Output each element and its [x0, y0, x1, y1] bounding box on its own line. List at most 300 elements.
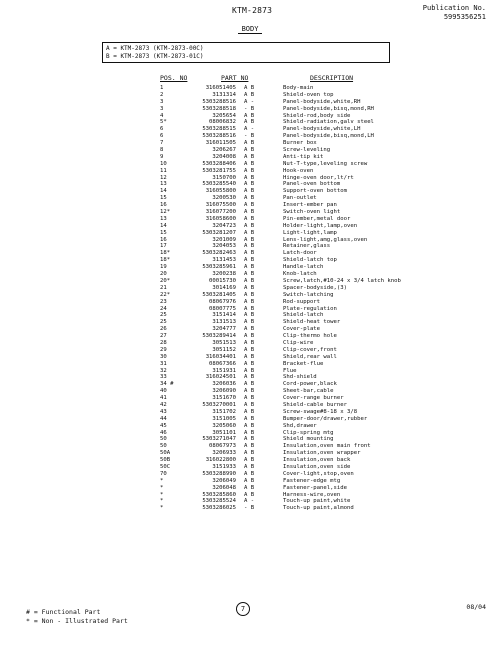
part-no-cell: 5303271047 [202, 436, 236, 443]
model-code-cell: - B [244, 105, 255, 112]
table-row [0, 237, 500, 244]
pos-no-cell: 6 [160, 126, 164, 133]
pos-no-cell: 4 [160, 112, 164, 119]
table-row [0, 299, 500, 306]
table-row [0, 175, 500, 182]
description-cell: Screw-leveling [283, 147, 331, 154]
model-code-cell: A B [244, 457, 255, 464]
model-code-cell: A B [244, 353, 255, 360]
model-code-cell: A B [244, 222, 255, 229]
model-code-cell: A B [244, 188, 255, 195]
part-no-cell: 5303285860 [202, 491, 236, 498]
model-code-cell: A B [244, 250, 255, 257]
part-no-cell: 5303289414 [202, 333, 236, 340]
part-no-cell: 5303288515 [202, 126, 236, 133]
note-functional-part: # = Functional Part [26, 608, 101, 616]
section-title-wrap [0, 25, 500, 34]
part-no-cell: 3204777 [212, 326, 236, 333]
table-row [0, 161, 500, 168]
part-no-cell: 3204723 [212, 222, 236, 229]
model-code-cell: - B [244, 133, 255, 140]
part-no-cell: 08006832 [209, 119, 236, 126]
part-no-cell: 5303288516 [202, 133, 236, 140]
description-cell: Latch-door [283, 250, 317, 257]
model-code-cell: - B [244, 505, 255, 512]
model-code-cell: A B [244, 167, 255, 174]
model-code-cell: A B [244, 195, 255, 202]
part-no-cell: 08067973 [209, 443, 236, 450]
model-code-cell: A B [244, 174, 255, 181]
description-cell: Shd-shield [283, 374, 317, 381]
part-no-cell: 5303282463 [202, 250, 236, 257]
model-code-cell: A B [244, 312, 255, 319]
table-row [0, 354, 500, 361]
description-cell: Insert-ember pan [283, 202, 337, 209]
part-no-cell: 316055800 [205, 188, 236, 195]
part-no-cell: 3051152 [212, 346, 236, 353]
description-cell: Panel-bodyside,bisq,mond,LH [283, 133, 374, 140]
description-cell: Light-light,lamp [283, 229, 337, 236]
pos-no-cell: 41 [160, 395, 167, 402]
part-no-cell: 5303288406 [202, 160, 236, 167]
model-code-cell: A B [244, 91, 255, 98]
model-code-cell: A B [244, 147, 255, 154]
description-cell: Panel-bodyside,bisq,mond,RH [283, 105, 374, 112]
model-code-cell: A B [244, 477, 255, 484]
pos-no-cell: 33 [160, 374, 167, 381]
table-row [0, 347, 500, 354]
pos-no-cell: 18* [160, 257, 171, 264]
pos-no-cell: 25 [160, 312, 167, 319]
pos-no-cell: 12* [160, 209, 171, 216]
table-row [0, 154, 500, 161]
part-no-cell: 3200238 [212, 271, 236, 278]
table-row [0, 195, 500, 202]
part-no-cell: 08067976 [209, 298, 236, 305]
table-row [0, 443, 500, 450]
parts-table [0, 85, 500, 512]
pos-no-cell: 15 [160, 229, 167, 236]
pos-no-cell: 42 [160, 401, 167, 408]
model-code-cell: A B [244, 367, 255, 374]
pos-no-cell: 45 [160, 422, 167, 429]
table-row [0, 133, 500, 140]
pos-no-cell: 14 [160, 222, 167, 229]
table-row [0, 457, 500, 464]
description-cell: Sheet-bar,cable [283, 388, 334, 395]
model-code-cell: A B [244, 119, 255, 126]
pos-no-cell: * [160, 505, 164, 512]
description-cell: Harness-wire,oven [283, 491, 341, 498]
description-cell: Shield,rear wall [283, 353, 337, 360]
part-no-cell: 3151414 [212, 312, 236, 319]
model-code-cell: A B [244, 326, 255, 333]
part-no-cell: 3206267 [212, 147, 236, 154]
pos-no-cell: 24 [160, 305, 167, 312]
legend-line: A = KTM-2873 (KTM-2873-00C) [106, 45, 204, 52]
description-cell: Hinge-oven door,lt/rt [283, 174, 354, 181]
pos-no-cell: * [160, 477, 164, 484]
table-row [0, 106, 500, 113]
table-row [0, 471, 500, 478]
pos-no-cell: * [160, 491, 164, 498]
model-code-cell: A B [244, 236, 255, 243]
description-cell: Fastener-edge mtg [283, 477, 341, 484]
description-cell: Body-main [283, 85, 314, 91]
pos-no-cell: 20* [160, 277, 171, 284]
table-row [0, 333, 500, 340]
table-row [0, 409, 500, 416]
description-cell: Shield-latch top [283, 257, 337, 264]
part-no-cell: 3205060 [212, 422, 236, 429]
model-code-cell: A B [244, 202, 255, 209]
model-code-cell: A B [244, 264, 255, 271]
pos-no-cell: 17 [160, 243, 167, 250]
pos-no-cell: 6 [160, 133, 164, 140]
part-no-cell: 5303288518 [202, 105, 236, 112]
description-cell: Screw,latch,#10-24 x 3/4 latch knob [283, 277, 401, 284]
description-cell: Touch-up paint,white [283, 498, 351, 505]
table-row [0, 450, 500, 457]
table-row [0, 147, 500, 154]
part-no-cell: 5303286025 [202, 505, 236, 512]
description-cell: Panel-oven bottom [283, 181, 341, 188]
model-code-cell: A B [244, 257, 255, 264]
table-row [0, 492, 500, 499]
part-no-cell: 5303281207 [202, 229, 236, 236]
description-cell: Support-oven bottom [283, 188, 347, 195]
publication-number: 5995356251 [443, 13, 486, 21]
model-code-cell: A B [244, 374, 255, 381]
table-row [0, 202, 500, 209]
table-row [0, 430, 500, 437]
description-cell: Retainer,glass [283, 243, 331, 250]
pos-no-cell: * [160, 484, 164, 491]
description-cell: Shd,drawer [283, 422, 317, 429]
pos-no-cell: * [160, 498, 164, 505]
model-code-cell: A B [244, 153, 255, 160]
part-no-cell: 5303281755 [202, 167, 236, 174]
model-code-cell: A B [244, 181, 255, 188]
pos-no-cell: 32 [160, 367, 167, 374]
part-no-cell: 08007775 [209, 305, 236, 312]
description-cell: Shield-cable burner [283, 401, 347, 408]
description-cell: Cover-plate [283, 326, 321, 333]
model-code-cell: A B [244, 298, 255, 305]
pos-no-cell: 28 [160, 339, 167, 346]
part-no-cell: 3206048 [212, 484, 236, 491]
page-number: 7 [236, 602, 250, 616]
part-no-cell: 3051101 [212, 429, 236, 436]
part-no-cell: 3206933 [212, 450, 236, 457]
description-cell: Switch-oven light [283, 209, 341, 216]
description-cell: Spacer-bodyside,(3) [283, 284, 347, 291]
model-code-cell: A B [244, 422, 255, 429]
model-code-cell: A B [244, 243, 255, 250]
description-cell: Flue [283, 367, 297, 374]
publication-block [423, 4, 486, 22]
model-code-cell: A B [244, 284, 255, 291]
part-no-cell: 316051405 [205, 85, 236, 91]
description-cell: Panel-bodyside,white,RH [283, 98, 361, 105]
pos-no-cell: 16 [160, 202, 167, 209]
pos-no-cell: 9 [160, 153, 164, 160]
description-cell: Shield-radiation,galv steel [283, 119, 374, 126]
table-row [0, 243, 500, 250]
model-code-cell: A B [244, 271, 255, 278]
description-cell: Rod-support [283, 298, 321, 305]
legend-line: B = KTM-2873 (KTM-2873-01C) [106, 53, 204, 60]
part-no-cell: 3131314 [212, 91, 236, 98]
part-no-cell: 5303285524 [202, 498, 236, 505]
model-code-cell: A B [244, 291, 255, 298]
model-code-cell: A - [244, 126, 255, 133]
model-legend [102, 42, 390, 63]
pos-no-cell: 34 # [160, 381, 174, 388]
part-no-cell: 3200530 [212, 195, 236, 202]
description-cell: Bumper-door/drawer,rubber [283, 415, 368, 422]
model-code-cell: A B [244, 443, 255, 450]
model-code-cell: A B [244, 360, 255, 367]
table-row [0, 368, 500, 375]
model-code-cell: A B [244, 305, 255, 312]
publication-label: Publication No. [422, 4, 486, 12]
part-no-cell: 3205654 [212, 112, 236, 119]
description-cell: Cover-light,stop,oven [283, 470, 354, 477]
pos-no-cell: 10 [160, 160, 167, 167]
header-part-no: PART NO [221, 74, 249, 82]
part-no-cell: 3206090 [212, 388, 236, 395]
part-no-cell: 5303285961 [202, 264, 236, 271]
table-row [0, 257, 500, 264]
pos-no-cell: 50B [160, 457, 171, 464]
table-row [0, 278, 500, 285]
pos-no-cell: 19 [160, 264, 167, 271]
footer-notes [26, 608, 128, 626]
pos-no-cell: 12 [160, 174, 167, 181]
pos-no-cell: 13 [160, 215, 167, 222]
note-non-illustrated-part: * = Non - Illustrated Part [26, 617, 128, 625]
table-row [0, 402, 500, 409]
table-row [0, 361, 500, 368]
part-no-cell: 3201009 [212, 236, 236, 243]
table-row [0, 188, 500, 195]
description-cell: Pin-ember,metal door [283, 215, 351, 222]
description-cell: Shield-latch [283, 312, 324, 319]
description-cell: Screw-swage#8-18 x 3/8 [283, 408, 358, 415]
pos-no-cell: 50 [160, 443, 167, 450]
table-row [0, 223, 500, 230]
pos-no-cell: 31 [160, 360, 167, 367]
table-row [0, 374, 500, 381]
description-cell: Touch-up paint,almond [283, 505, 354, 512]
part-no-cell: 5303270001 [202, 401, 236, 408]
model-code-cell: A B [244, 463, 255, 470]
table-row [0, 395, 500, 402]
pos-no-cell: 1 [160, 85, 164, 91]
part-no-cell: 3204053 [212, 243, 236, 250]
part-no-cell: 3151702 [212, 408, 236, 415]
part-no-cell: 08067366 [209, 360, 236, 367]
model-code-cell: A B [244, 381, 255, 388]
description-cell: Nut-T-type,leveling screw [283, 160, 368, 167]
part-no-cell: 316022800 [205, 457, 236, 464]
model-code-cell: A B [244, 484, 255, 491]
description-cell: Cord-power,black [283, 381, 337, 388]
description-cell: Bracket-flue [283, 360, 324, 367]
table-row [0, 168, 500, 175]
description-cell: Shield mounting [283, 436, 334, 443]
pos-no-cell: 50 [160, 436, 167, 443]
part-no-cell: 3150700 [212, 174, 236, 181]
pos-no-cell: 40 [160, 388, 167, 395]
pos-no-cell: 16 [160, 236, 167, 243]
table-row [0, 478, 500, 485]
description-cell: Clip-wire [283, 339, 314, 346]
part-no-cell: 3131453 [212, 257, 236, 264]
part-no-cell: 5303288990 [202, 470, 236, 477]
part-no-cell: 3151005 [212, 415, 236, 422]
table-row [0, 209, 500, 216]
model-code-cell: A B [244, 388, 255, 395]
table-row [0, 340, 500, 347]
model-code-cell: A B [244, 415, 255, 422]
pos-no-cell: 23 [160, 298, 167, 305]
model-code-cell: A B [244, 85, 255, 91]
table-row [0, 292, 500, 299]
model-code-cell: A B [244, 401, 255, 408]
pos-no-cell: 50C [160, 463, 171, 470]
model-code-cell: A B [244, 112, 255, 119]
part-no-cell: 3151933 [212, 463, 236, 470]
part-no-cell: 3151670 [212, 395, 236, 402]
description-cell: Clip-thermo hole [283, 333, 337, 340]
part-no-cell: 3206036 [212, 381, 236, 388]
part-no-cell: 3204008 [212, 153, 236, 160]
part-no-cell: 316077200 [205, 209, 236, 216]
description-cell: Burner box [283, 140, 317, 147]
part-no-cell: 316024501 [205, 374, 236, 381]
pos-no-cell: 18* [160, 250, 171, 257]
model-code-cell: A B [244, 346, 255, 353]
model-number: KTM-2873 [232, 6, 273, 15]
table-row [0, 485, 500, 492]
table-row [0, 319, 500, 326]
pos-no-cell: 5* [160, 119, 167, 126]
section-title: BODY [238, 25, 263, 34]
model-code-cell: A B [244, 429, 255, 436]
table-row [0, 312, 500, 319]
pos-no-cell: 21 [160, 284, 167, 291]
table-row [0, 464, 500, 471]
pos-no-cell: 44 [160, 415, 167, 422]
table-row [0, 381, 500, 388]
description-cell: Cover-range burner [283, 395, 344, 402]
table-row [0, 92, 500, 99]
description-cell: Insulation,oven wrapper [283, 450, 361, 457]
part-no-cell: 5303281405 [202, 291, 236, 298]
table-row [0, 271, 500, 278]
table-row [0, 126, 500, 133]
part-no-cell: 3051513 [212, 339, 236, 346]
table-row [0, 113, 500, 120]
description-cell: Shield-rod,body side [283, 112, 351, 119]
model-code-cell: A B [244, 395, 255, 402]
model-code-cell: A B [244, 229, 255, 236]
table-row [0, 140, 500, 147]
table-header [0, 74, 500, 83]
description-cell: Insulation,oven back [283, 457, 351, 464]
part-no-cell: 316034401 [205, 353, 236, 360]
table-row [0, 498, 500, 505]
pos-no-cell: 14 [160, 188, 167, 195]
description-cell: Shield-oven top [283, 91, 334, 98]
header-pos-no: POS. NO [160, 74, 188, 82]
pos-no-cell: 25 [160, 319, 167, 326]
description-cell: Fastener-panel,side [283, 484, 347, 491]
print-date: 08/04 [466, 603, 486, 611]
pos-no-cell: 8 [160, 147, 164, 154]
pos-no-cell: 13 [160, 181, 167, 188]
part-no-cell: 5303285540 [202, 181, 236, 188]
pos-no-cell: 15 [160, 195, 167, 202]
pos-no-cell: 3 [160, 105, 164, 112]
table-row [0, 85, 500, 92]
part-no-cell: 00015730 [209, 277, 236, 284]
description-cell: Hook-oven [283, 167, 314, 174]
model-code-cell: A B [244, 436, 255, 443]
description-cell: Pan-outlet [283, 195, 317, 202]
description-cell: Shield-heat tower [283, 319, 341, 326]
description-cell: Anti-tip kit [283, 153, 324, 160]
pos-no-cell: 20 [160, 271, 167, 278]
table-row [0, 505, 500, 512]
model-code-cell: A B [244, 277, 255, 284]
model-code-cell: A B [244, 450, 255, 457]
pos-no-cell: 29 [160, 346, 167, 353]
model-code-cell: A B [244, 319, 255, 326]
model-code-cell: A B [244, 215, 255, 222]
model-code-cell: A B [244, 333, 255, 340]
table-row [0, 388, 500, 395]
pos-no-cell: 2 [160, 91, 164, 98]
table-row [0, 306, 500, 313]
part-no-cell: 3206049 [212, 477, 236, 484]
description-cell: Lens-light,amg,glass,oven [283, 236, 368, 243]
pos-no-cell: 70 [160, 470, 167, 477]
header-description: DESCRIPTION [310, 74, 354, 82]
table-row [0, 119, 500, 126]
pos-no-cell: 30 [160, 353, 167, 360]
description-cell: Holder-light,lamp,oven [283, 222, 358, 229]
model-code-cell: A B [244, 209, 255, 216]
description-cell: Handle-latch [283, 264, 324, 271]
model-code-cell: A B [244, 491, 255, 498]
part-no-cell: 316058600 [205, 215, 236, 222]
model-code-cell: A B [244, 408, 255, 415]
part-no-cell: 316011505 [205, 140, 236, 147]
description-cell: Clip-cover,front [283, 346, 337, 353]
description-cell: Insulation,oven side [283, 463, 351, 470]
pos-no-cell: 26 [160, 326, 167, 333]
description-cell: Insulation,oven main front [283, 443, 371, 450]
part-no-cell: 3131513 [212, 319, 236, 326]
table-row [0, 99, 500, 106]
description-cell: Knob-latch [283, 271, 317, 278]
table-row [0, 436, 500, 443]
page-number-wrap [236, 602, 250, 616]
pos-no-cell: 3 [160, 98, 164, 105]
